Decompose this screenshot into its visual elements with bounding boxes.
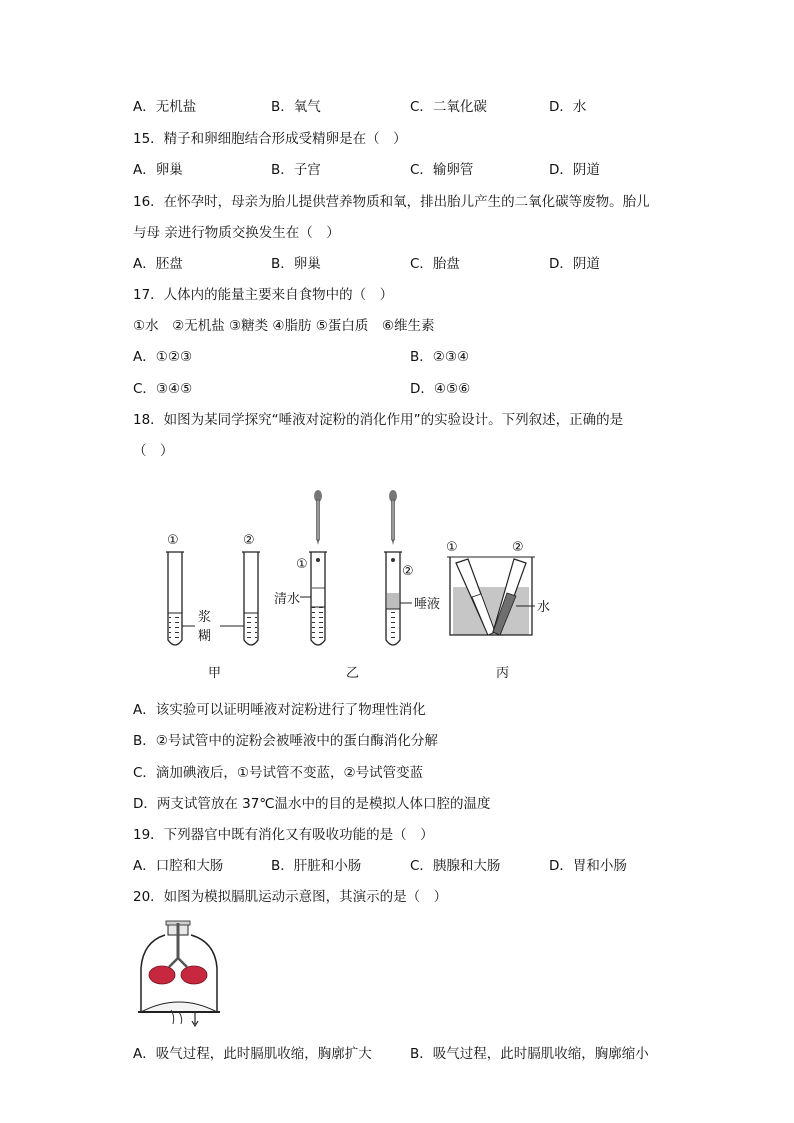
jia-tube-2-number: ②	[243, 533, 255, 548]
q19-option-b: B．肝脏和小肠	[271, 858, 362, 874]
yi-tube-2-number: ②	[402, 564, 414, 579]
water-label: 清水	[274, 592, 301, 607]
jia-tube-2	[242, 533, 260, 645]
q20-stem: 20．如图为模拟膈肌运动示意图，其演示的是（ ）	[133, 889, 448, 905]
q14-option-b: B．氧气	[271, 99, 321, 115]
caption-jia: 甲	[208, 666, 222, 681]
q16-option-a: A．胚盘	[133, 256, 183, 272]
caption-bing: 丙	[496, 666, 510, 681]
q20-option-a: A．吸气过程，此时膈肌收缩，胸廓扩大	[133, 1046, 372, 1062]
q18-option-c: C．滴加碘液后，①号试管不变蓝，②号试管变蓝	[133, 765, 424, 781]
yi-tube-1	[274, 490, 327, 645]
q20-diaphragm-model-figure	[135, 920, 225, 1030]
q14-option-d: D．水	[549, 99, 587, 115]
jia-tube-1-number: ①	[167, 533, 179, 548]
q18-option-b: B．②号试管中的淀粉会被唾液中的蛋白酶消化分解	[133, 733, 438, 749]
q19-stem: 19．下列器官中既有消化又有吸收功能的是（ ）	[133, 827, 434, 843]
q17-option-b: B．②③④	[410, 349, 470, 365]
saliva-label: 唾液	[414, 597, 441, 612]
caption-yi: 乙	[346, 666, 360, 681]
q14-option-c: C．二氧化碳	[410, 99, 487, 115]
q16-option-d: D．阴道	[549, 256, 600, 272]
q18-stem-line1: 18．如图为某同学探究“唾液对淀粉的消化作用”的实验设计。下列叙述，正确的是	[133, 412, 624, 428]
bing-tube-1-number: ①	[446, 540, 458, 555]
q20-option-b: B．吸气过程，此时膈肌收缩，胸廓缩小	[410, 1046, 649, 1062]
q16-stem-line1: 16．在怀孕时，母亲为胎儿提供营养物质和氧，排出胎儿产生的二氧化碳等废物。胎儿	[133, 194, 650, 210]
q15-option-a: A．卵巢	[133, 162, 183, 178]
q18-stem-line2: （ ）	[133, 443, 174, 459]
jia-tube-1	[166, 533, 184, 645]
q16-option-b: B．卵巢	[271, 256, 321, 272]
q19-option-c: C．胰腺和大肠	[410, 858, 501, 874]
bing-tube-2-number: ②	[512, 540, 524, 555]
q16-stem-line2: 与母 亲进行物质交换发生在（ ）	[133, 225, 340, 241]
bing-beaker	[446, 540, 550, 635]
q19-option-d: D．胃和小肠	[549, 858, 627, 874]
q15-option-c: C．输卵管	[410, 162, 474, 178]
yi-tube-1-number: ①	[296, 557, 308, 572]
q17-option-c: C．③④⑤	[133, 381, 193, 397]
q18-option-a: A．该实验可以证明唾液对淀粉进行了物理性消化	[133, 702, 426, 718]
beaker-water-label: 水	[537, 600, 551, 615]
yi-tube-2	[384, 490, 440, 645]
q17-option-d: D．④⑤⑥	[410, 381, 471, 397]
paste-label-1: 浆	[198, 610, 212, 625]
q19-option-a: A．口腔和大肠	[133, 858, 224, 874]
q17-stem: 17．人体内的能量主要来自食物中的（ ）	[133, 287, 394, 303]
q14-option-a: A．无机盐	[133, 99, 197, 115]
q16-option-c: C．胎盘	[410, 256, 460, 272]
paste-label-2: 糊	[198, 629, 212, 644]
q15-option-d: D．阴道	[549, 162, 600, 178]
q18-option-d: D．两支试管放在 37℃温水中的目的是模拟人体口腔的温度	[133, 796, 491, 812]
q18-experiment-figure	[150, 485, 570, 685]
q15-stem: 15．精子和卵细胞结合形成受精卵是在（ ）	[133, 131, 407, 147]
q15-option-b: B．子宫	[271, 162, 321, 178]
q17-option-a: A．①②③	[133, 349, 193, 365]
q17-items: ①水 ②无机盐 ③糖类 ④脂肪 ⑤蛋白质 ⑥维生素	[133, 318, 435, 334]
